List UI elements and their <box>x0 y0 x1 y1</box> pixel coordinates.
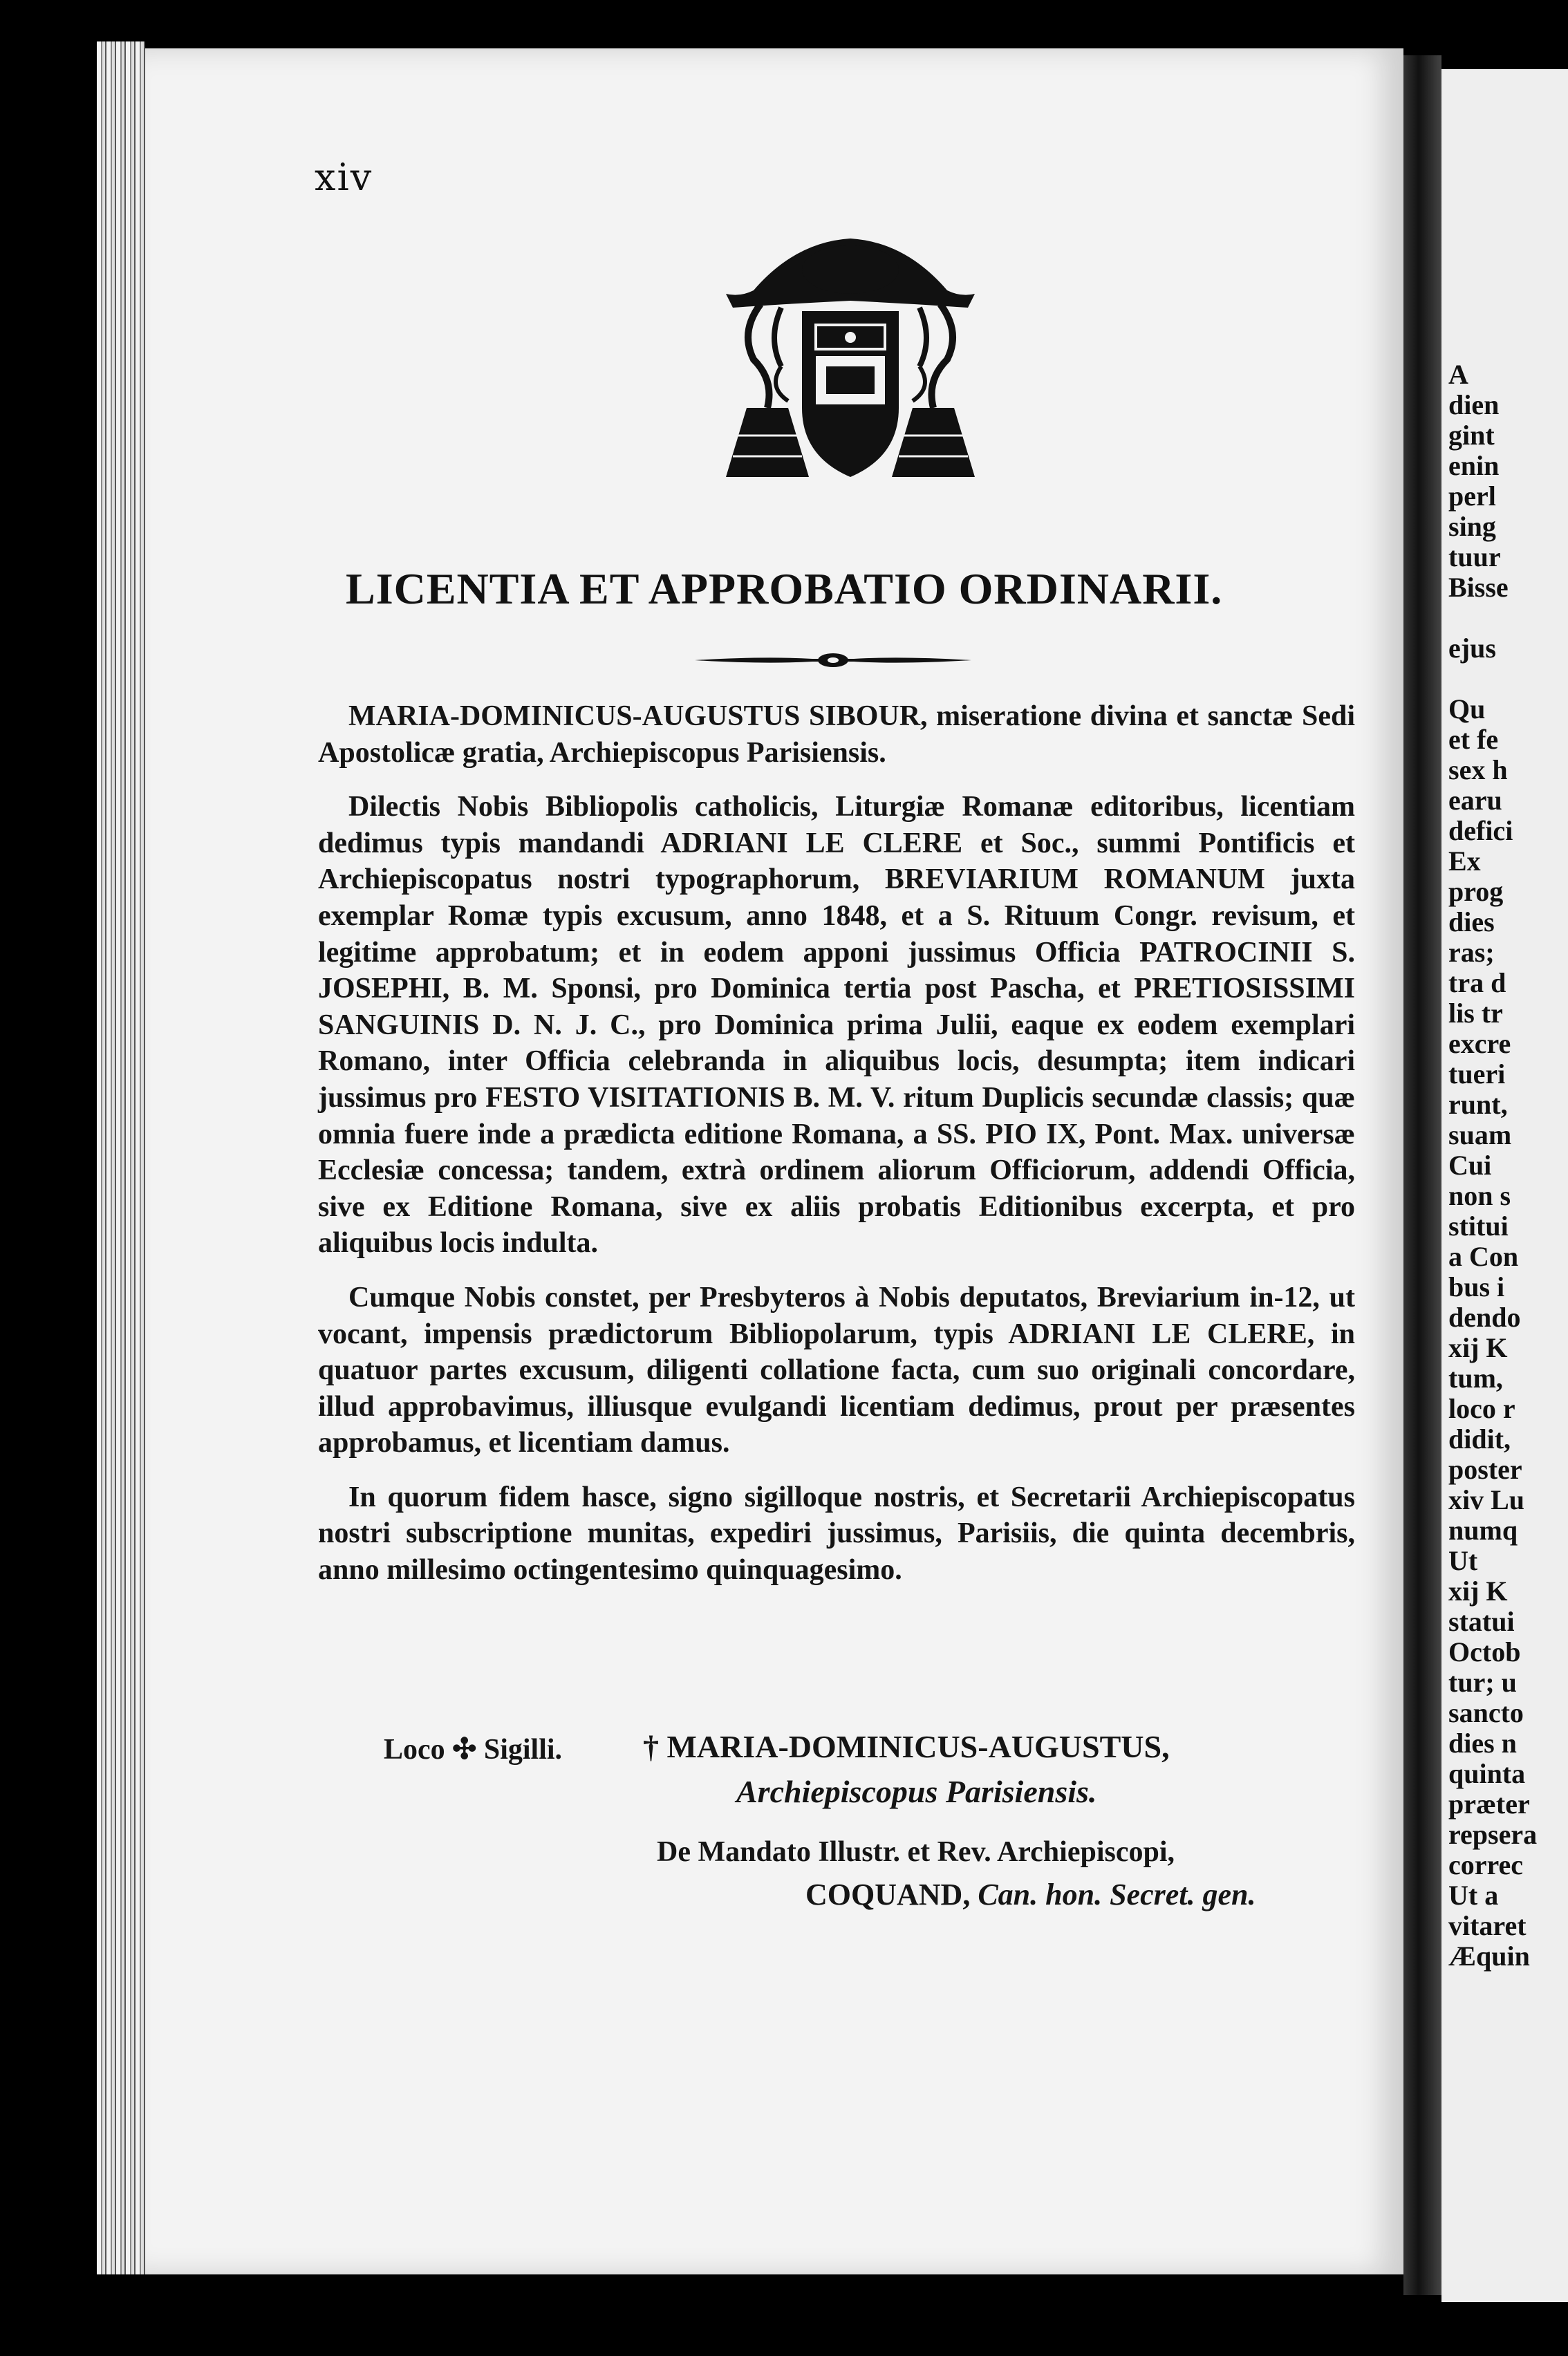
coat-of-arms-icon <box>712 228 989 518</box>
paragraph-intro: MARIA-DOMINICUS-AUGUSTUS SIBOUR, miseratione divina et sanctæ Sedi Apostolicæ gratia, Archiepiscopus Parisiensis. <box>318 700 1355 769</box>
secretary-name: COQUAND, <box>805 1878 971 1911</box>
facing-page-fragment <box>1441 69 1568 2302</box>
mandate-line: De Mandato Illustr. et Rev. Archiepiscopi, <box>657 1836 1175 1868</box>
paragraph-license: Dilectis Nobis Bibliopolis catholicis, Liturgiæ Romanæ editoribus, licentiam dedimus typis mandandi ADRIANI LE CLERE et Soc., summi Pontificis et Archiepiscopatus nostri typographorum, BREVIARIUM ROMANUM juxta exemplar Romæ typis excusum, anno 1848, et a S. Rituum Congr. revisum, et legitime approbatum; et in eodem apponi jussimus Officia PATROCINII S. JOSEPHI, B. M. Sponsi, pro Dominica tertia post Pascha, et PRETIOSISSIMI SANGUINIS D. N. J. C., pro Dominica prima Julii, eaque ex eodem exemplari Romano, inter Officia celebranda in aliquibus locis, desumpta; item indicari jussimus pro FESTO VISITATIONIS B. M. V. ritum Duplicis secundæ classis; quæ omnia fuere inde a prædicta editione Romana, a SS. PIO IX, Pont. Max. universæ Ecclesiæ concessa; tandem, extrà ordinem aliorum Officiorum, addendi Officia, sive ex Editione Romana, sive ex aliis probatis Editionibus excerpta, et pro aliquibus locis indulta. <box>318 791 1355 1260</box>
book-gutter <box>1403 55 1441 2295</box>
page-number: xiv <box>315 156 373 199</box>
seal-placeholder: Loco ✣ Sigilli. <box>384 1734 563 1766</box>
license-text <box>318 698 1355 1607</box>
ornamental-rule <box>695 646 971 674</box>
paragraph-approval: Cumque Nobis constet, per Presbyteros à Nobis deputatos, Breviarium in-12, ut vocant, impensis prædictorum Bibliopolarum, typis ADRIANI LE CLERE, in quatuor partes excusum, diligenti collatione facta, cum suo originali concordare, illud approbavimus, illiusque evulgandi licentiam dedimus, prout per præsentes approbamus, et licentiam damus. <box>318 1281 1355 1459</box>
page-heading: LICENTIA ET APPROBATIO ORDINARII. <box>346 564 1223 613</box>
facing-page-text: A dien gint enin perl sing tuur Bisse ejus Qu et fe sex h earu defici Ex prog dies ras; tra d lis tr excre tueri runt, suam Cui non s stitui a Con bus i dendo xij K tum, loco r didit, poster xiv Lu numq Ut xij K statui Octob tur; u sancto dies n quinta præter repsera correc Ut a vitaret Æquin <box>1448 359 1538 1972</box>
paragraph-closing: In quorum fidem hasce, signo sigilloque nostris, et Secretarii Archiepiscopatus nostri subscriptione munitas, expediri jussimus, Parisiis, die quinta decembris, anno millesimo octingentesimo quinquagesimo. <box>318 1481 1355 1587</box>
signature-title: Archiepiscopus Parisiensis. <box>736 1774 1097 1809</box>
signature-name: † MARIA-DOMINICUS-AUGUSTUS, <box>643 1729 1170 1764</box>
page-edges <box>97 41 145 2274</box>
secretary-signature <box>805 1877 1256 1912</box>
secretary-role: Can. hon. Secret. gen. <box>978 1878 1256 1911</box>
